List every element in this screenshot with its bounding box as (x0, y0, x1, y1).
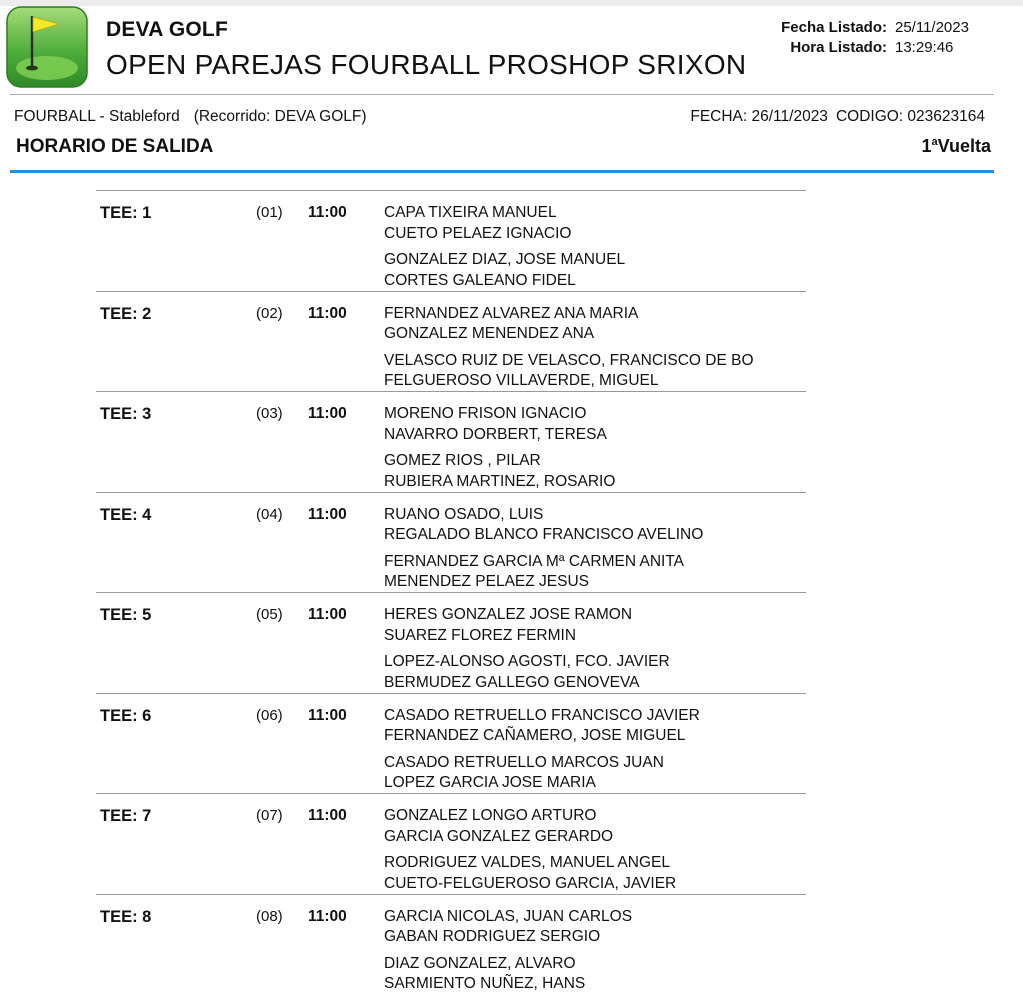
tee-order: (06) (256, 706, 283, 724)
tee-order: (08) (256, 907, 283, 925)
tee-players (384, 907, 632, 995)
tee-time: 11:00 (308, 807, 347, 824)
tee-label: TEE: 4 (100, 505, 152, 524)
player-name: NAVARRO DORBERT, TERESA (384, 425, 607, 443)
player-name: GONZALEZ DIAZ, JOSE MANUEL (384, 251, 626, 268)
tee-players (384, 304, 754, 392)
golf-flag-logo-icon (6, 6, 88, 88)
tee-group (96, 793, 806, 894)
tournament-name: OPEN PAREJAS FOURBALL PROSHOP SRIXON (106, 49, 747, 80)
tee-players (384, 806, 676, 894)
player-name: CASADO RETRUELLO MARCOS JUAN (384, 753, 664, 771)
player-name: RUANO OSADO, LUIS (384, 505, 544, 523)
player-pair (384, 304, 754, 345)
fecha-codigo (690, 108, 985, 126)
player-name: REGALADO BLANCO FRANCISCO AVELINO (384, 526, 704, 543)
event-date: FECHA: 26/11/2023 (690, 108, 828, 125)
listing-time: 13:29:46 (895, 39, 954, 56)
listing-values (895, 18, 969, 58)
listing-time-label: Hora Listado: (790, 39, 887, 56)
top-strip (0, 0, 1023, 6)
player-pair (384, 250, 625, 291)
tee-time: 11:00 (308, 304, 347, 322)
course-name: (Recorrido: DEVA GOLF) (193, 108, 367, 125)
tee-players (384, 404, 615, 492)
tee-players (384, 605, 670, 693)
tee-time-list (96, 190, 806, 994)
player-pair (384, 706, 700, 747)
player-name: SUAREZ FLOREZ FERMIN (384, 626, 577, 644)
tee-time: 11:00 (308, 606, 347, 623)
tee-group (96, 592, 806, 693)
player-name: HERES GONZALEZ JOSE RAMON (384, 606, 633, 623)
player-pair (384, 605, 670, 646)
player-pair (384, 451, 615, 492)
player-name: BERMUDEZ GALLEGO GENOVEVA (384, 673, 640, 691)
tee-group (96, 693, 806, 794)
tee-order: (02) (256, 304, 283, 322)
player-pair (384, 552, 703, 593)
player-name: DIAZ GONZALEZ, ALVARO (384, 954, 576, 972)
tee-order: (03) (256, 405, 283, 422)
player-name: FERNANDEZ ALVAREZ ANA MARIA (384, 304, 639, 322)
player-name: MENENDEZ PELAEZ JESUS (384, 573, 589, 590)
player-name: LOPEZ-ALONSO AGOSTI, FCO. JAVIER (384, 653, 670, 670)
player-name: GARCIA GONZALEZ GERARDO (384, 827, 614, 845)
player-name: CORTES GALEANO FIDEL (384, 271, 576, 289)
player-name: CASADO RETRUELLO FRANCISCO JAVIER (384, 706, 700, 724)
listing-date-label: Fecha Listado: (781, 19, 887, 36)
player-pair (384, 853, 676, 894)
tee-label: TEE: 8 (100, 907, 152, 926)
player-name: RUBIERA MARTINEZ, ROSARIO (384, 472, 616, 490)
player-pair (384, 203, 625, 244)
tee-group (96, 190, 806, 291)
player-name: FELGUEROSO VILLAVERDE, MIGUEL (384, 372, 659, 389)
section-title: HORARIO DE SALIDA (16, 136, 214, 157)
tee-time: 11:00 (308, 706, 347, 724)
tee-players (384, 706, 700, 794)
title-divider (10, 170, 994, 173)
tee-label: TEE: 2 (100, 304, 152, 323)
game-format: FOURBALL - Stableford (14, 108, 180, 125)
player-pair (384, 351, 754, 392)
player-name: SARMIENTO NUÑEZ, HANS (384, 975, 586, 992)
round-word: Vuelta (937, 136, 991, 156)
player-name: RODRIGUEZ VALDES, MANUEL ANGEL (384, 854, 670, 871)
tee-group (96, 894, 806, 995)
tee-time: 11:00 (308, 907, 347, 925)
tee-time: 11:00 (308, 405, 347, 422)
player-name: MORENO FRISON IGNACIO (384, 405, 587, 422)
tee-time: 11:00 (308, 204, 347, 221)
tee-order: (01) (256, 204, 283, 221)
tee-group (96, 291, 806, 392)
round-sup: a (931, 136, 938, 148)
tee-players (384, 505, 703, 593)
player-pair (384, 505, 703, 546)
tee-players (384, 203, 625, 291)
tee-label: TEE: 1 (100, 204, 152, 222)
header-divider (10, 94, 994, 95)
tee-label: TEE: 5 (100, 606, 152, 624)
tee-label: TEE: 7 (100, 807, 152, 825)
player-pair (384, 954, 632, 995)
player-name: CUETO PELAEZ IGNACIO (384, 224, 572, 242)
player-name: GONZALEZ LONGO ARTURO (384, 807, 597, 824)
player-pair (384, 806, 676, 847)
event-code: CODIGO: 023623164 (835, 108, 985, 125)
tee-order: (04) (256, 505, 283, 523)
player-pair (384, 907, 632, 948)
club-name: DEVA GOLF (106, 18, 228, 41)
tee-group (96, 492, 806, 593)
player-name: GONZALEZ MENENDEZ ANA (384, 325, 595, 342)
round-number: 1 (921, 136, 932, 156)
format-line (14, 108, 367, 126)
player-name: FERNANDEZ GARCIA Mª CARMEN ANITA (384, 552, 684, 570)
player-name: GARCIA NICOLAS, JUAN CARLOS (384, 907, 633, 925)
player-name: LOPEZ GARCIA JOSE MARIA (384, 774, 596, 791)
player-pair (384, 404, 615, 445)
player-name: GOMEZ RIOS , PILAR (384, 452, 541, 469)
player-name: FERNANDEZ CAÑAMERO, JOSE MIGUEL (384, 727, 686, 744)
tee-label: TEE: 3 (100, 405, 152, 423)
player-name: CAPA TIXEIRA MANUEL (384, 204, 557, 221)
listing-date: 25/11/2023 (895, 19, 969, 36)
player-name: VELASCO RUIZ DE VELASCO, FRANCISCO DE BO (384, 351, 754, 369)
player-name: GABAN RODRIGUEZ SERGIO (384, 928, 601, 945)
tee-label: TEE: 6 (100, 706, 152, 725)
round-indicator (922, 136, 992, 157)
listing-labels (781, 18, 887, 58)
tee-group (96, 391, 806, 492)
player-pair (384, 652, 670, 693)
player-pair (384, 753, 700, 794)
tee-order: (05) (256, 606, 283, 623)
tee-time: 11:00 (308, 505, 347, 523)
tee-order: (07) (256, 807, 283, 824)
player-name: CUETO-FELGUEROSO GARCIA, JAVIER (384, 874, 677, 892)
